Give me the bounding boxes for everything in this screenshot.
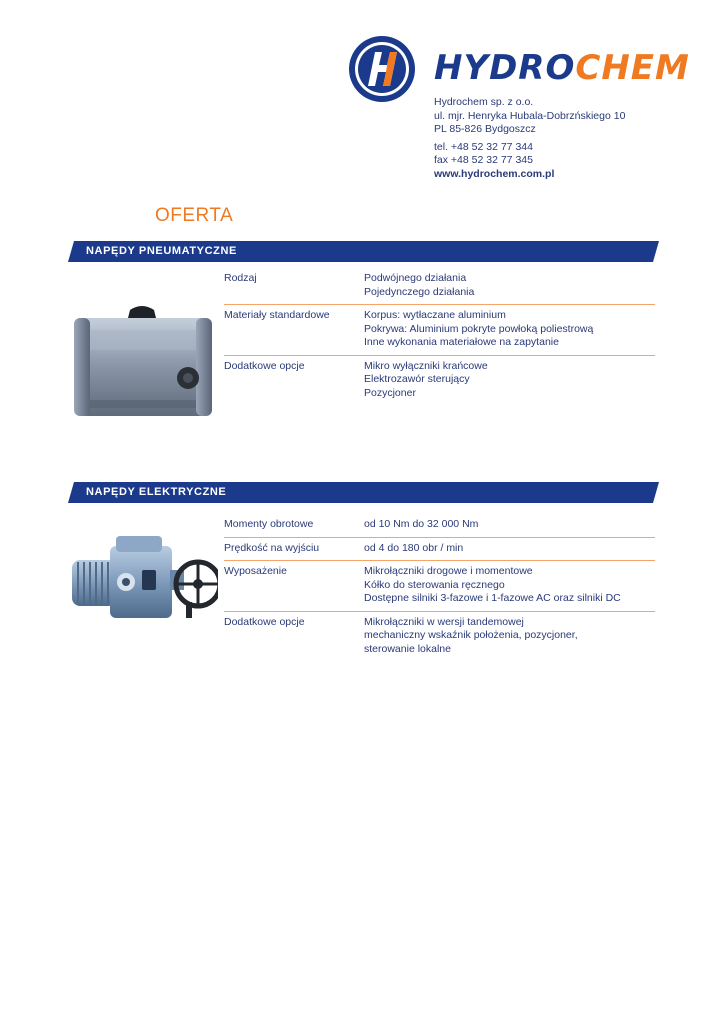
company-tel: tel. +48 52 32 77 344 (434, 140, 533, 153)
spec-label: Wyposażenie (224, 565, 287, 577)
company-fax: fax +48 52 32 77 345 (434, 154, 533, 166)
spec-value-line: Kółko do sterowania ręcznego (364, 578, 505, 591)
spec-label: Prędkość na wyjściu (224, 541, 320, 554)
spec-label: Materiały standardowe (224, 309, 330, 321)
spec-value (364, 542, 655, 556)
hydrochem-h-logo-icon (347, 34, 417, 104)
spec-row (224, 612, 655, 662)
section-heading: NAPĘDY PNEUMATYCZNE (86, 245, 237, 257)
company-address (434, 96, 625, 181)
offer-title: OFERTA (155, 205, 234, 226)
spec-value-line: Mikrołączniki drogowe i momentowe (364, 565, 533, 577)
company-name: Hydrochem sp. z o.o. (434, 96, 534, 108)
spec-value-line: Korpus: wytłaczane aluminium (364, 309, 506, 321)
company-city: PL 85-826 Bydgoszcz (434, 123, 536, 135)
spec-label: Dodatkowe opcje (224, 359, 305, 372)
spec-value-line: Elektrozawór sterujący (364, 373, 470, 385)
spec-value (364, 616, 655, 657)
spec-row (224, 561, 655, 612)
section-heading-band (68, 482, 659, 503)
spec-row (224, 305, 655, 356)
spec-value-line: od 4 do 180 obr / min (364, 541, 464, 554)
section-heading-band (68, 241, 659, 262)
spec-value-line: od 10 Nm do 32 000 Nm (364, 518, 479, 530)
spec-table-electric (224, 514, 655, 661)
pneumatic-actuator-icon (70, 300, 218, 428)
company-website-link[interactable]: www.hydrochem.com.pl (434, 167, 555, 180)
spec-row (224, 538, 655, 562)
spec-value-line: Pokrywa: Aluminium pokryte powłoką poliestrową (364, 322, 594, 335)
brand-name-part2: CHEM (575, 48, 690, 88)
spec-row (224, 268, 655, 305)
spec-value-line: mechaniczny wskaźnik położenia, pozycjoner, (364, 629, 578, 641)
section-heading: NAPĘDY ELEKTRYCZNE (86, 486, 227, 498)
company-street: ul. mjr. Henryka Hubala-Dobrzńskiego 10 (434, 109, 626, 122)
spec-value-line: Pojedynczego działania (364, 285, 475, 298)
spec-value (364, 309, 655, 350)
spec-label: Dodatkowe opcje (224, 615, 305, 628)
spec-value-line: Dostępne silniki 3-fazowe i 1-fazowe AC oraz silniki DC (364, 592, 621, 604)
spec-value-line: Pozycjoner (364, 386, 416, 399)
spec-value-line: Mikro wyłączniki krańcowe (364, 359, 488, 372)
spec-value (364, 565, 655, 606)
spec-label: Rodzaj (224, 272, 257, 284)
spec-row (224, 514, 655, 538)
spec-value (364, 360, 655, 401)
electric-actuator-icon (70, 532, 218, 634)
spec-label: Momenty obrotowe (224, 518, 314, 530)
spec-value (364, 518, 655, 532)
spec-table-pneumatic (224, 268, 655, 405)
brand-wordmark (434, 48, 690, 88)
spec-row (224, 356, 655, 406)
spec-value-line: sterowanie lokalne (364, 642, 451, 655)
spec-value-line: Mikrołączniki w wersji tandemowej (364, 615, 524, 628)
spec-value (364, 272, 655, 299)
spec-value-line: Inne wykonania materiałowe na zapytanie (364, 336, 559, 348)
brand-name-part1: HYDRO (434, 48, 576, 88)
spec-value-line: Podwójnego działania (364, 272, 467, 284)
